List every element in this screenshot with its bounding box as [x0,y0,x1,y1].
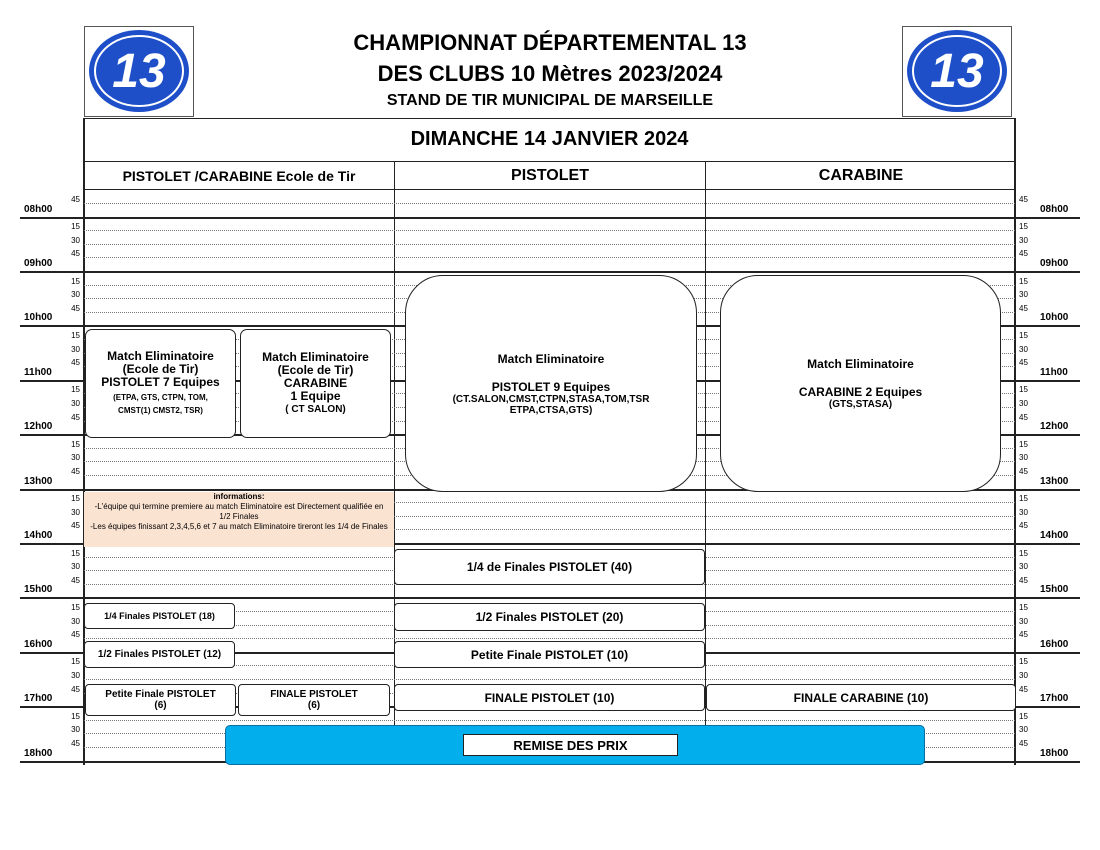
event-title: Match Eliminatoire [262,349,369,364]
event-clubs: (GTS,STASA) [828,399,893,410]
event-ecole-quarter-finals: 1/4 Finales PISTOLET (18) [84,603,235,629]
info-line: -Les équipes finissant 2,3,4,5,6 et 7 au match Eliminatoire tireront les 1/4 de Finales [90,522,388,531]
quarter-label-left: 45 [71,575,80,585]
column-header-divider [83,189,1016,190]
quarter-line [84,638,1015,639]
quarter-label-right: 45 [1019,739,1028,748]
svg-text:13: 13 [112,45,166,98]
quarter-label-left: 15 [71,331,80,340]
quarter-line [84,244,1015,245]
event-clubs: CMST(1) CMST2, TSR) [118,406,203,415]
event-ecole-semi-finals: 1/2 Finales PISTOLET (12) [84,641,235,668]
hour-line [20,217,1080,219]
quarter-label-right: 45 [1019,412,1028,422]
event-clubs: ( CT SALON) [285,403,346,415]
event-teams: CARABINE 2 Equipes [798,385,923,399]
quarter-label-right: 15 [1019,276,1028,286]
quarter-label-left: 30 [71,616,80,626]
event-teams: PISTOLET 7 Equipes [101,375,220,389]
event-pistolet-semi-finals: 1/2 Finales PISTOLET (20) [394,603,705,631]
quarter-label-left: 30 [71,562,80,572]
hour-label-right: 17h00 [1040,693,1069,705]
column-divider-2 [705,161,706,765]
event-ecole-finale [238,684,390,716]
quarter-label-left: 45 [71,249,80,259]
hour-label-left: 18h00 [24,747,53,759]
event-clubs: (ETPA, GTS, CTPN, TOM, [113,393,208,402]
quarter-line [84,257,1015,258]
quarter-label-left: 15 [71,276,80,286]
hour-label-left: 14h00 [24,530,53,541]
event-clubs: ETPA,CTSA,GTS) [509,404,593,416]
hour-label-left: 10h00 [24,312,53,324]
event-ecole-pistolet-match [85,329,236,438]
quarter-label-right: 30 [1019,453,1028,463]
event-pistolet-finale: FINALE PISTOLET (10) [394,684,705,711]
quarter-label-left: 15 [71,711,80,721]
hour-label-left: 13h00 [24,475,53,487]
hour-label-right: 13h00 [1040,475,1069,487]
column-header-ecole: PISTOLET /CARABINE Ecole de Tir [122,168,356,184]
event-carabine-finale: FINALE CARABINE (10) [706,684,1016,711]
hour-line [20,597,1080,599]
quarter-label-left: 30 [71,453,80,463]
quarter-label-left: 30 [71,290,80,300]
event-carabine-match [720,275,1001,492]
quarter-label-left: 15 [71,657,80,667]
quarter-label-left: 30 [71,725,80,735]
quarter-label-left: 45 [71,195,80,204]
quarter-label-right: 15 [1019,222,1028,232]
quarter-label-right: 30 [1019,344,1028,354]
quarter-label-right: 15 [1019,548,1028,558]
quarter-label-right: 15 [1019,494,1028,504]
event-ecole-carabine-match [240,329,391,438]
date-header: DIMANCHE 14 JANVIER 2024 [410,128,689,150]
quarter-line [84,720,1015,721]
quarter-label-left: 15 [71,222,80,232]
event-pistolet-match [405,275,697,492]
quarter-line [84,230,1015,231]
quarter-label-left: 30 [71,344,80,354]
event-label: (6) [154,700,167,711]
quarter-label-right: 30 [1019,507,1028,517]
quarter-label-right: 15 [1019,657,1028,667]
quarter-label-left: 15 [71,385,80,395]
hour-label-right: 10h00 [1040,312,1069,324]
event-ecole-petite-finale [85,684,236,716]
info-title: informations: [213,492,265,501]
event-title: Match Eliminatoire [807,357,914,371]
quarter-label-left: 45 [71,303,80,313]
quarter-label-left: 15 [71,603,80,612]
title-line2: DES CLUBS 10 Mètres 2023/2024 [377,61,723,86]
event-teams: CARABINE [283,375,348,390]
event-subtitle: (Ecole de Tir) [277,362,354,377]
quarter-label-right: 45 [1019,249,1028,259]
quarter-label-left: 45 [71,684,80,694]
quarter-label-right: 45 [1019,521,1028,531]
svg-text:13: 13 [930,45,984,98]
column-divider-1 [394,161,395,765]
quarter-label-left: 45 [71,630,80,640]
quarter-label-right: 30 [1019,725,1028,735]
event-label: (6) [307,700,321,711]
quarter-line [84,203,1015,204]
date-divider [83,161,1016,162]
hour-label-right: 15h00 [1040,584,1069,596]
hour-label-right: 08h00 [1040,203,1069,215]
quarter-label-left: 45 [71,358,80,368]
info-line: -L'équipe qui termine premiere au match Eliminatoire est Directement qualifiée en 1/2 Finales [94,502,384,521]
quarter-label-right: 45 [1019,358,1028,368]
event-label: Petite Finale PISTOLET [105,689,216,700]
column-header-carabine: CARABINE [818,167,904,184]
quarter-label-right: 45 [1019,467,1028,476]
quarter-label-left: 30 [71,235,80,245]
quarter-label-right: 15 [1019,603,1028,612]
quarter-label-right: 15 [1019,385,1028,395]
quarter-label-left: 45 [71,739,80,748]
quarter-label-right: 45 [1019,575,1028,585]
event-clubs: (CT.SALON,CMST,CTPN,STASA,TOM,TSR [452,393,650,405]
hour-line [20,271,1080,273]
hour-label-left: 15h00 [24,584,53,596]
quarter-label-left: 15 [71,548,80,558]
quarter-line [84,679,1015,680]
hour-label-right: 11h00 [1040,366,1068,378]
event-pistolet-quarter-finals: 1/4 de Finales PISTOLET (40) [394,549,705,585]
quarter-label-right: 45 [1019,303,1028,313]
hour-label-left: 12h00 [24,421,53,433]
quarter-label-right: 45 [1019,630,1028,640]
event-subtitle: (Ecole de Tir) [122,362,199,376]
event-title: Match Eliminatoire [497,351,605,366]
hour-label-left: 09h00 [24,258,53,269]
quarter-label-right: 15 [1019,331,1028,340]
quarter-label-right: 30 [1019,399,1028,408]
title-line1: CHAMPIONNAT DÉPARTEMENTAL 13 [353,30,747,55]
event-title: Match Eliminatoire [107,349,214,363]
hour-label-right: 14h00 [1040,530,1069,541]
hour-label-left: 17h00 [24,693,53,705]
event-teams: PISTOLET 9 Equipes [491,379,611,394]
quarter-label-right: 30 [1019,616,1028,626]
event-teams: 1 Equipe [290,388,341,403]
quarter-label-right: 45 [1019,684,1028,694]
hour-label-right: 18h00 [1040,747,1069,759]
hour-label-left: 16h00 [24,638,53,650]
hour-label-right: 16h00 [1040,638,1069,650]
hour-label-right: 09h00 [1040,258,1069,269]
hour-label-left: 11h00 [24,366,52,378]
quarter-label-right: 15 [1019,711,1028,721]
event-label: FINALE PISTOLET [270,689,358,700]
quarter-label-left: 15 [71,439,80,449]
quarter-label-left: 45 [71,467,80,476]
hour-label-left: 08h00 [24,203,53,215]
info-box [84,492,394,547]
quarter-label-left: 45 [71,412,80,422]
hour-label-right: 12h00 [1040,421,1069,433]
quarter-label-right: 30 [1019,562,1028,572]
quarter-label-left: 30 [71,671,80,680]
remise-label: REMISE DES PRIX [463,734,678,756]
quarter-label-left: 30 [71,399,80,408]
quarter-label-right: 30 [1019,290,1028,300]
event-pistolet-petite-finale: Petite Finale PISTOLET (10) [394,641,705,668]
quarter-label-left: 15 [71,494,80,504]
title-line3: STAND DE TIR MUNICIPAL DE MARSEILLE [386,92,714,109]
quarter-label-right: 30 [1019,671,1028,680]
column-header-pistolet: PISTOLET [511,167,589,184]
quarter-label-right: 45 [1019,195,1028,204]
quarter-label-right: 15 [1019,439,1028,449]
quarter-label-right: 30 [1019,235,1028,245]
quarter-label-left: 45 [71,521,80,531]
quarter-label-left: 30 [71,507,80,517]
